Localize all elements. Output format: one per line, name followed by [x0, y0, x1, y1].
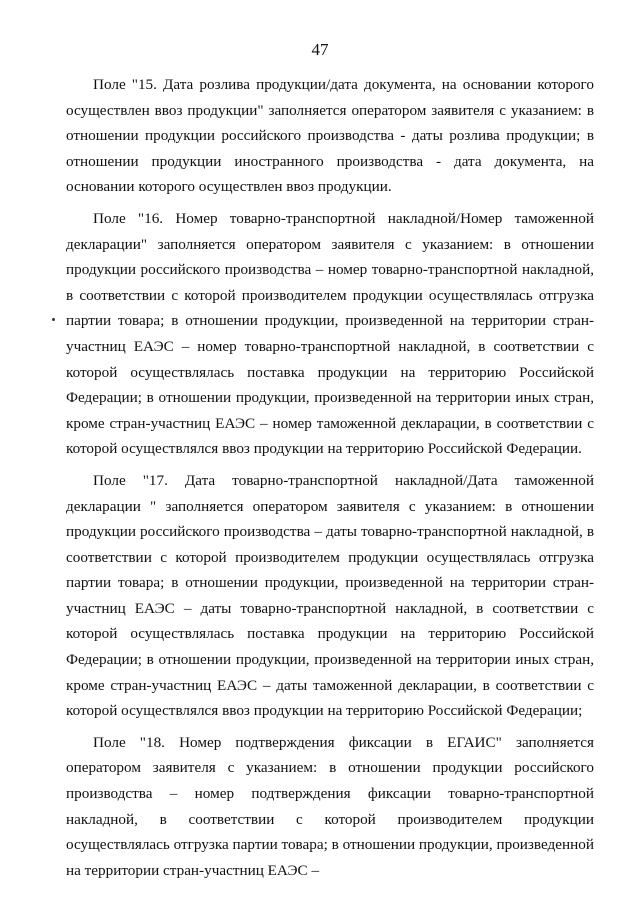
paragraph-field-18: Поле "18. Номер подтверждения фиксации в ЕГАИС" заполняется оператором заявителя с указанием: в отношении продукции российского производства – номер подтверждения фиксации товарно-транспортной накладной, в соответствии с которой производителем продукции осуществлялась отгрузка партии товара; в отношении продукции, произведенной на территории стран-участниц ЕАЭС – — [66, 733, 594, 879]
margin-mark — [52, 318, 55, 321]
page-number: 47 — [311, 40, 329, 59]
paragraph-field-15: Поле "15. Дата розлива продукции/дата документа, на основании которого осуществлен ввоз продукции" заполняется оператором заявителя с указанием: в отношении продукции российского производства - даты розлива продукции; в отношении продукции иностранного производства - дата документа, на основании которого осуществлен ввоз продукции. — [66, 76, 594, 196]
document-body — [66, 72, 594, 883]
paragraph-field-17: Поле "17. Дата товарно-транспортной накладной/Дата таможенной декларации " заполняется оператором заявителя с указанием: в отношении продукции российского производства – даты товарно-транспортной накладной, в соответствии с которой производителем продукции осуществлялась отгрузка партии товара; в отношении продукции, произведенной на территории стран-участниц ЕАЭС – даты товарно-транспортной накладной, в соответствии с которой осуществлялась поставка продукции на территорию Российской Федерации; в отношении продукции, произведенной на территории иных стран, кроме стран-участниц ЕАЭС – даты таможенной декларации, в соответствии с которой осуществлялся ввоз продукции на территорию Российской Федерации; — [66, 471, 594, 720]
paragraph-field-16: Поле "16. Номер товарно-транспортной накладной/Номер таможенной декларации" заполняется оператором заявителя с указанием: в отношении продукции российского производства – номер товарно-транспортной накладной, в соответствии с которой производителем продукции осуществлялась отгрузка партии товара; в отношении продукции, произведенной на территории стран-участниц ЕАЭС – номер товарно-транспортной накладной, в соответствии с которой осуществлялась поставка продукции на территорию Российской Федерации; в отношении продукции, произведенной на территории иных стран, кроме стран-участниц ЕАЭС – номер таможенной декларации, в соответствии с которой осуществлялся ввоз продукции на территорию Российской Федерации. — [66, 209, 594, 458]
